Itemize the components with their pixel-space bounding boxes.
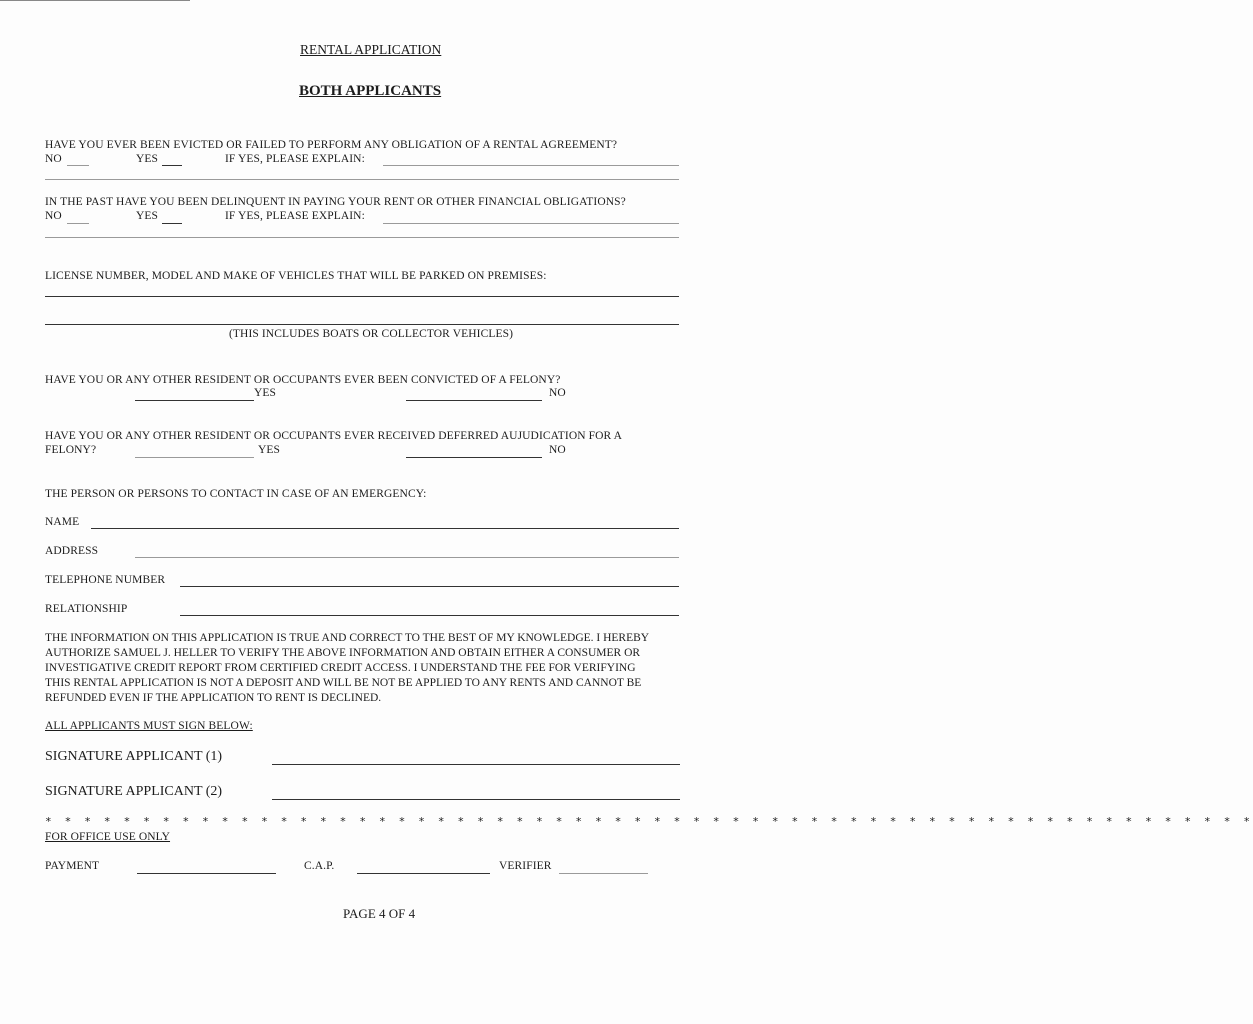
sign-below-heading: ALL APPLICANTS MUST SIGN BELOW: [45, 720, 253, 732]
delinquency-explain-label: IF YES, PLEASE EXPLAIN: [225, 210, 365, 222]
authorization-line-3: INVESTIGATIVE CREDIT REPORT FROM CERTIFIED CREDIT ACCESS. I UNDERSTAND THE FEE FOR VERIFYING [45, 662, 636, 674]
authorization-line-5: REFUNDED EVEN IF THE APPLICATION TO RENT IS DECLINED. [45, 692, 382, 704]
address-field[interactable] [135, 557, 679, 558]
telephone-label: TELEPHONE NUMBER [45, 574, 166, 586]
delinquency-question: IN THE PAST HAVE YOU BEEN DELINQUENT IN PAYING YOUR RENT OR OTHER FINANCIAL OBLIGATIONS? [45, 196, 626, 208]
felony-no-blank[interactable] [406, 400, 542, 401]
name-label: NAME [45, 516, 80, 528]
delinquency-yes-blank[interactable] [162, 223, 182, 224]
signature-applicant-1-field[interactable] [272, 764, 680, 765]
cap-field[interactable] [357, 873, 490, 874]
eviction-explain-line-1[interactable] [383, 165, 679, 166]
delinquency-explain-line-2[interactable] [45, 237, 679, 238]
scan-edge-mark [0, 0, 190, 1]
vehicles-line-1[interactable] [45, 296, 679, 297]
signature-applicant-1-label: SIGNATURE APPLICANT (1) [45, 749, 223, 764]
relationship-label: RELATIONSHIP [45, 603, 128, 615]
authorization-line-4: THIS RENTAL APPLICATION IS NOT A DEPOSIT AND WILL BE NOT BE APPLIED TO ANY RENTS AND CANNOT BE [45, 677, 642, 689]
delinquency-no-label: NO [45, 210, 62, 222]
felony-question: HAVE YOU OR ANY OTHER RESIDENT OR OCCUPANTS EVER BEEN CONVICTED OF A FELONY? [45, 374, 561, 386]
name-field[interactable] [91, 528, 679, 529]
delinquency-yes-label: YES [136, 210, 159, 222]
eviction-explain-label: IF YES, PLEASE EXPLAIN: [225, 153, 365, 165]
verifier-label: VERIFIER [499, 860, 552, 872]
address-label: ADDRESS [45, 545, 99, 557]
eviction-no-blank[interactable] [67, 165, 89, 166]
felony-yes-blank[interactable] [135, 400, 254, 401]
emergency-heading: THE PERSON OR PERSONS TO CONTACT IN CASE OF AN EMERGENCY: [45, 488, 427, 500]
page-title: RENTAL APPLICATION [300, 42, 442, 57]
payment-field[interactable] [137, 873, 276, 874]
delinquency-explain-line-1[interactable] [383, 223, 679, 224]
payment-label: PAYMENT [45, 860, 100, 872]
vehicles-question: LICENSE NUMBER, MODEL AND MAKE OF VEHICLES THAT WILL BE PARKED ON PREMISES: [45, 270, 547, 282]
authorization-line-1: THE INFORMATION ON THIS APPLICATION IS TRUE AND CORRECT TO THE BEST OF MY KNOWLEDGE. I HEREBY [45, 632, 650, 644]
vehicles-line-2[interactable] [45, 324, 679, 325]
separator-stars: * * * * * * * * * * * * * * * * * * * * * * * * * * * * * * * * * * * * * * * * * * * * * * * * * * * * * * * * * * * * * * [45, 815, 1253, 828]
cap-label: C.A.P. [304, 860, 335, 872]
eviction-no-label: NO [45, 153, 62, 165]
verifier-field[interactable] [559, 873, 648, 874]
page-subtitle: BOTH APPLICANTS [299, 83, 442, 99]
relationship-field[interactable] [180, 615, 679, 616]
telephone-field[interactable] [180, 586, 679, 587]
eviction-yes-blank[interactable] [162, 165, 182, 166]
vehicles-note: (THIS INCLUDES BOATS OR COLLECTOR VEHICLES) [229, 328, 514, 340]
deferred-no-label: NO [549, 444, 566, 456]
felony-yes-label: YES [254, 387, 277, 399]
delinquency-no-blank[interactable] [67, 223, 89, 224]
signature-applicant-2-field[interactable] [272, 799, 680, 800]
eviction-yes-label: YES [136, 153, 159, 165]
eviction-explain-line-2[interactable] [45, 179, 679, 180]
page-number: PAGE 4 OF 4 [343, 906, 416, 921]
deferred-yes-label: YES [258, 444, 281, 456]
eviction-question: HAVE YOU EVER BEEN EVICTED OR FAILED TO PERFORM ANY OBLIGATION OF A RENTAL AGREEMENT? [45, 139, 618, 151]
deferred-no-blank[interactable] [406, 457, 542, 458]
deferred-question-line-1: HAVE YOU OR ANY OTHER RESIDENT OR OCCUPANTS EVER RECEIVED DEFERRED AUJUDICATION FOR A [45, 430, 623, 442]
deferred-question-line-2: FELONY? [45, 444, 97, 456]
office-use-heading: FOR OFFICE USE ONLY [45, 831, 171, 843]
signature-applicant-2-label: SIGNATURE APPLICANT (2) [45, 784, 223, 799]
deferred-yes-blank[interactable] [135, 457, 254, 458]
felony-no-label: NO [549, 387, 566, 399]
authorization-line-2: AUTHORIZE SAMUEL J. HELLER TO VERIFY THE ABOVE INFORMATION AND OBTAIN EITHER A CONSUMER OR [45, 647, 641, 659]
